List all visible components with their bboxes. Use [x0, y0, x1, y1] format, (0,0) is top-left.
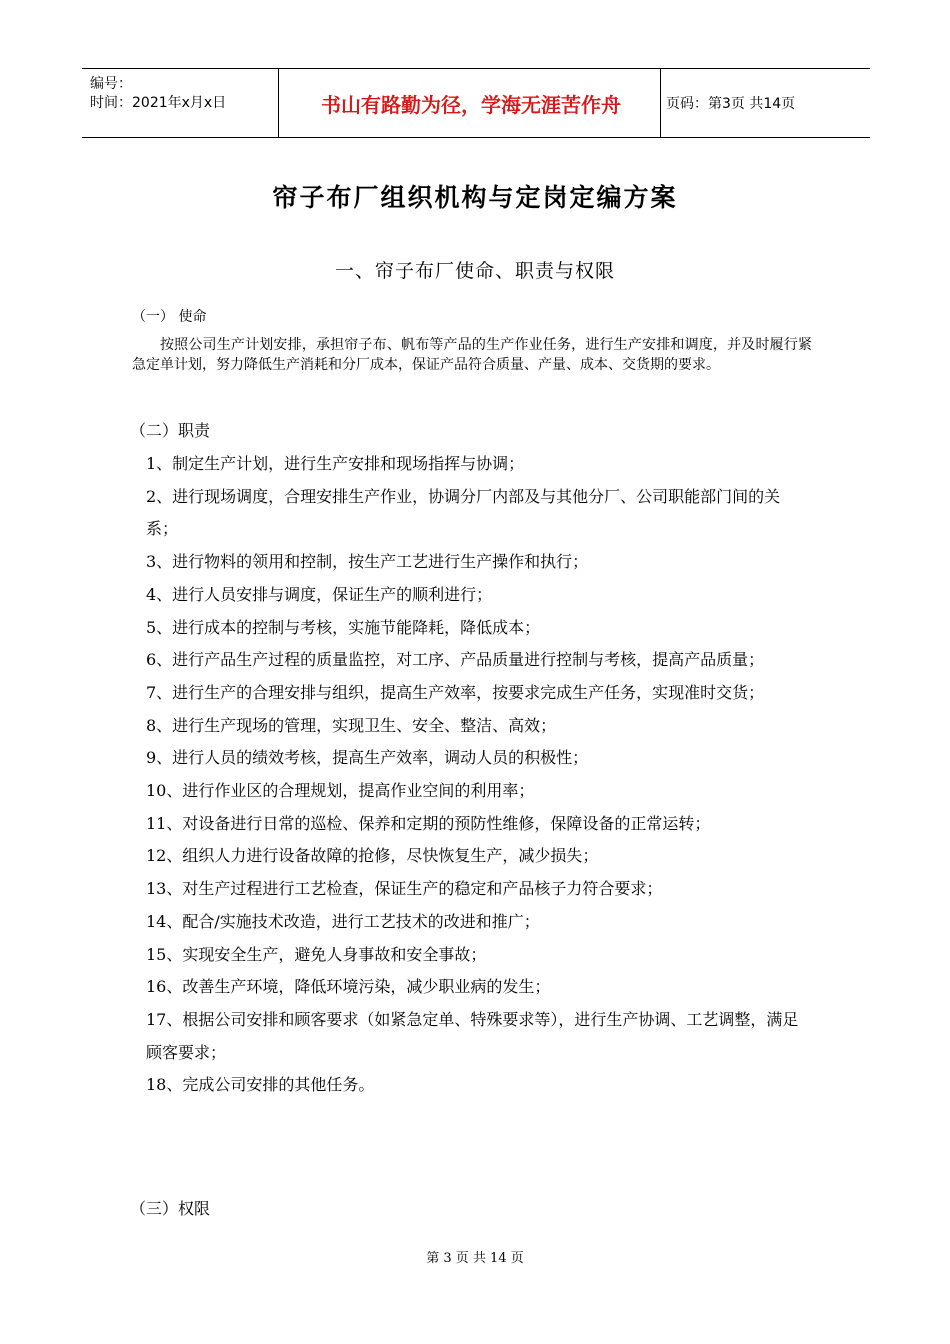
- list-item: 8、进行生产现场的管理，实现卫生、安全、整洁、高效；: [146, 715, 557, 735]
- list-item: 13、对生产过程进行工艺检查，保证生产的稳定和产品核子力符合要求；: [146, 879, 663, 899]
- duties-heading: （二）职责: [130, 421, 211, 440]
- list-item: 10、进行作业区的合理规划，提高作业空间的利用率；: [146, 781, 535, 801]
- header-divider: [278, 69, 279, 137]
- mission-paragraph: 按照公司生产计划安排，承担帘子布、帆布等产品的生产作业任务，进行生产安排和调度，并及时履行紧急定单计划，努力降低生产消耗和分厂成本，保证产品符合质量、产量、成本、交货期的要求。: [132, 337, 812, 373]
- mission-heading: （一） 使命: [132, 309, 207, 325]
- list-item: 7、进行生产的合理安排与组织，提高生产效率，按要求完成生产任务，实现准时交货；: [146, 682, 765, 702]
- list-item: 1、制定生产计划，进行生产安排和现场指挥与协调；: [146, 454, 525, 473]
- list-item: 6、进行产品生产过程的质量监控，对工序、产品质量进行控制与考核，提高产品质量；: [146, 650, 765, 670]
- list-item: 18、完成公司安排的其他任务。: [146, 1075, 375, 1095]
- list-item: 12、组织人力进行设备故障的抢修，尽快恢复生产，减少损失；: [146, 846, 599, 866]
- list-item: 11、对设备进行日常的巡检、保养和定期的预防性维修，保障设备的正常运转；: [146, 813, 711, 833]
- header-divider: [660, 69, 661, 137]
- list-item: 17、根据公司安排和顾客要求（如紧急定单、特殊要求等），进行生产协调、工艺调整，满足顾客要求；: [146, 1009, 799, 1062]
- list-item: 3、进行物料的领用和控制，按生产工艺进行生产操作和执行；: [146, 552, 589, 572]
- authority-heading: （三）权限: [130, 1199, 211, 1218]
- list-item: 4、进行人员安排与调度，保证生产的顺利进行；: [146, 584, 493, 604]
- list-item: 15、实现安全生产，避免人身事故和安全事故；: [146, 944, 487, 964]
- list-item: 2、进行现场调度，合理安排生产作业，协调分厂内部及与其他分厂、公司职能部门间的关系；: [146, 486, 781, 539]
- list-item: 5、进行成本的控制与考核，实施节能降耗，降低成本；: [146, 617, 541, 637]
- header-page-info: 页码：第3页 共14页: [666, 96, 796, 112]
- section-title: 一、帘子布厂使命、职责与权限: [334, 260, 615, 282]
- header-meta: [90, 75, 226, 113]
- list-item: 16、改善生产环境，降低环境污染，减少职业病的发生；: [146, 977, 551, 997]
- document-number-label: 编号：: [90, 76, 132, 92]
- list-item: 9、进行人员的绩效考核，提高生产效率，调动人员的积极性；: [146, 748, 589, 768]
- list-item: 14、配合/实施技术改造，进行工艺技术的改进和推广；: [146, 911, 540, 931]
- page-footer: 第 3 页 共 14 页: [426, 1251, 524, 1266]
- duties-list: [146, 448, 810, 1102]
- page-header: [82, 68, 870, 138]
- header-motto: 书山有路勤为径，学海无涯苦作舟: [321, 92, 621, 117]
- document-date-label: 时间：2021年x月x日: [90, 95, 227, 111]
- document-title: 帘子布厂组织机构与定岗定编方案: [272, 183, 678, 212]
